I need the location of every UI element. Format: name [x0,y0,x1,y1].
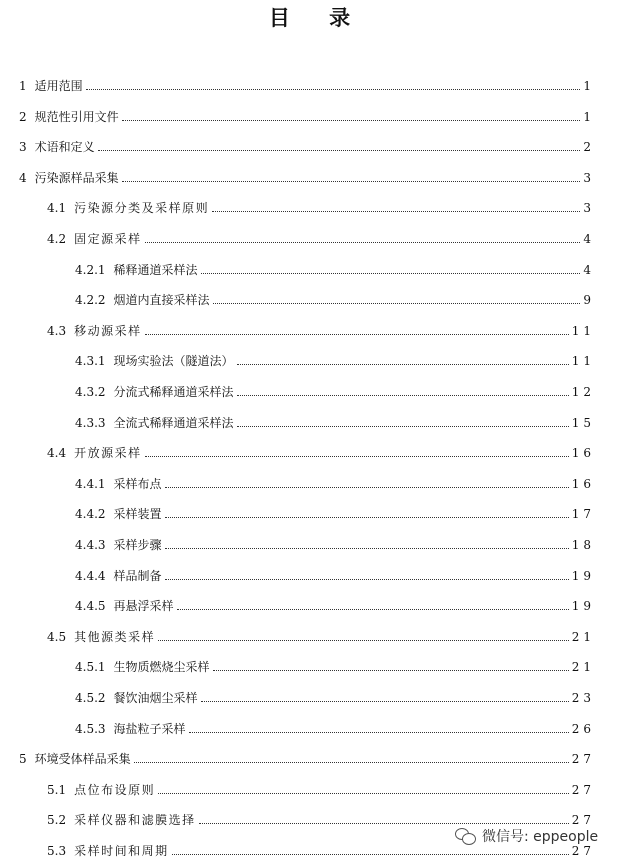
toc-dot-leader [213,670,569,671]
toc-entry-label: 术语和定义 [34,140,95,155]
toc-entry-number: 4.4.2 [75,507,106,522]
toc-entry-number: 4.1 [47,201,67,216]
toc-entry-number: 4.2 [47,232,67,246]
toc-entry[interactable] [75,410,595,430]
toc-entry-number: 5.1 [47,782,67,797]
toc-entry-page: 18 [571,538,595,552]
toc-entry-number: 4.4.3 [75,538,106,552]
toc-dot-leader [165,579,569,580]
toc-entry[interactable] [19,134,595,155]
toc-entry-label: 样品制备 [113,568,162,583]
toc-entry[interactable] [75,501,595,522]
toc-entry-page: 4 [583,262,595,277]
toc-dot-leader [165,487,569,488]
toc-entry-page: 1 [583,79,595,93]
toc-entry-number: 4.5.2 [75,691,106,705]
toc-entry-number: 5.3 [47,844,67,858]
toc-entry-number: 4.3.3 [75,415,106,430]
toc-entry-page: 27 [571,844,595,858]
toc-entry[interactable] [47,226,595,246]
toc-entry-page: 23 [571,691,595,705]
toc-entry-page: 21 [571,629,595,644]
toc-entry-number: 4 [19,170,27,185]
toc-entry-label: 海盐粒子采样 [113,721,186,736]
toc-dot-leader [165,517,569,518]
toc-entry-page: 11 [571,354,595,369]
toc-dot-leader [177,609,569,610]
toc-entry[interactable] [19,73,595,93]
toc-entry-number: 3 [19,140,27,155]
toc-entry[interactable] [47,195,595,216]
toc-entry-number: 4.2.2 [75,293,106,308]
toc-entry-page: 27 [571,752,595,767]
toc-entry-label: 其他源类采样 [74,629,156,644]
toc-entry[interactable] [75,471,595,491]
toc-entry-page: 3 [583,201,595,216]
toc-entry-number: 4.5 [47,629,67,644]
toc-entry-label: 采样仪器和滤膜选择 [74,813,196,828]
toc-entry-page: 3 [583,170,595,185]
toc-entry-page: 26 [571,721,595,736]
toc-dot-leader [237,395,569,396]
toc-entry-page: 16 [571,446,595,461]
toc-dot-leader [86,89,581,90]
toc-entry-number: 5 [19,752,27,767]
toc-entry[interactable] [75,379,595,399]
toc-entry[interactable] [75,257,595,277]
toc-entry-number: 4.3.1 [75,354,106,369]
toc-dot-leader [213,303,581,304]
toc-dot-leader [145,334,569,335]
toc-dot-leader [237,426,569,427]
toc-dot-leader [212,211,580,212]
toc-entry-page: 21 [571,660,595,675]
toc-entry[interactable] [19,104,595,124]
toc-entry-label: 污染源分类及采样原则 [74,201,210,216]
toc-entry-label: 开放源采样 [74,446,142,461]
toc-entry-label: 点位布设原则 [74,782,156,797]
toc-entry[interactable] [75,532,595,552]
toc-entry[interactable] [47,318,595,338]
toc-dot-leader [98,150,581,151]
toc-entry-label: 分流式稀释通道采样法 [113,385,234,399]
toc-dot-leader [189,732,569,733]
toc-dot-leader [134,762,569,763]
toc-entry-label: 生物质燃烧尘采样 [113,660,210,675]
toc-entry-page: 19 [571,568,595,583]
toc-dot-leader [199,823,569,824]
toc-entry[interactable] [75,563,595,583]
toc-dot-leader [172,854,569,855]
toc-entry-label: 烟道内直接采样法 [113,293,210,308]
wechat-icon [455,827,477,845]
toc-entry-label: 适用范围 [34,79,83,93]
toc-entry-page: 4 [583,232,595,246]
toc-entry-number: 4.4 [47,446,67,461]
toc-entry-number: 4.4.1 [75,476,106,491]
toc-entry-label: 采样步骤 [113,538,162,552]
toc-entry-label: 移动源采样 [74,323,142,338]
toc-entry-page: 17 [571,507,595,522]
toc-entry-page: 16 [571,476,595,491]
toc-dot-leader [237,364,569,365]
toc-entry-page: 12 [571,385,595,399]
toc-entry-number: 5.2 [47,813,67,828]
toc-dot-leader [201,701,569,702]
toc-entry-label: 现场实验法（隧道法） [113,354,234,369]
toc-entry-number: 1 [19,79,27,93]
toc-entry-page: 27 [571,813,595,828]
toc-entry-number: 4.3.2 [75,385,106,399]
toc-entry-number: 4.5.3 [75,721,106,736]
toc-entry-label: 全流式稀释通道采样法 [113,415,234,430]
toc-dot-leader [201,273,581,274]
toc-entry-page: 15 [571,415,595,430]
toc-entry[interactable] [47,624,595,644]
toc-dot-leader [145,456,569,457]
toc-dot-leader [158,640,569,641]
toc-entry-label: 稀释通道采样法 [113,262,198,277]
toc-entry-label: 污染源样品采集 [34,170,119,185]
toc-entry-number: 4.5.1 [75,660,106,675]
toc-dot-leader [122,120,581,121]
toc-entry-label: 规范性引用文件 [34,109,119,124]
toc-entry-label: 餐饮油烟尘采样 [113,691,198,705]
toc-entry[interactable] [47,807,595,828]
toc-entry-page: 2 [583,140,595,155]
toc-dot-leader [165,548,569,549]
toc-entry-label: 采样时间和周期 [74,844,169,858]
toc-entry-number: 4.2.1 [75,262,106,277]
toc-entry-page: 11 [571,323,595,338]
watermark-text: 微信号: eppeople [482,829,599,845]
toc-entry[interactable] [75,593,595,614]
toc-entry-label: 再悬浮采样 [113,599,174,614]
toc-entry[interactable] [75,716,595,736]
toc-entry-label: 采样装置 [113,507,162,522]
toc-entry-number: 4.3 [47,323,67,338]
toc-dot-leader [122,181,581,182]
toc-entry-page: 1 [583,109,595,124]
toc-entry-page: 27 [571,782,595,797]
toc-entry-number: 4.4.4 [75,568,106,583]
toc-entry-page: 19 [571,599,595,614]
toc-entry-number: 4.4.5 [75,599,106,614]
toc-entry[interactable] [75,654,595,675]
toc-entry-label: 采样布点 [113,476,162,491]
watermark [455,826,598,846]
toc-entry[interactable] [75,287,595,308]
toc-entry[interactable] [47,440,595,461]
toc-dot-leader [158,793,569,794]
toc-entry[interactable] [19,746,595,767]
toc-entry[interactable] [19,165,595,185]
toc-dot-leader [145,242,581,243]
toc-entry-page: 9 [583,293,595,308]
toc-entry-label: 环境受体样品采集 [34,752,131,767]
toc-entry[interactable] [47,777,595,797]
toc-entry[interactable] [75,685,595,705]
page-title: 目 录 [268,6,367,30]
toc-entry[interactable] [75,348,595,369]
toc-entry-label: 固定源采样 [74,232,142,246]
toc-entry-number: 2 [19,109,27,124]
